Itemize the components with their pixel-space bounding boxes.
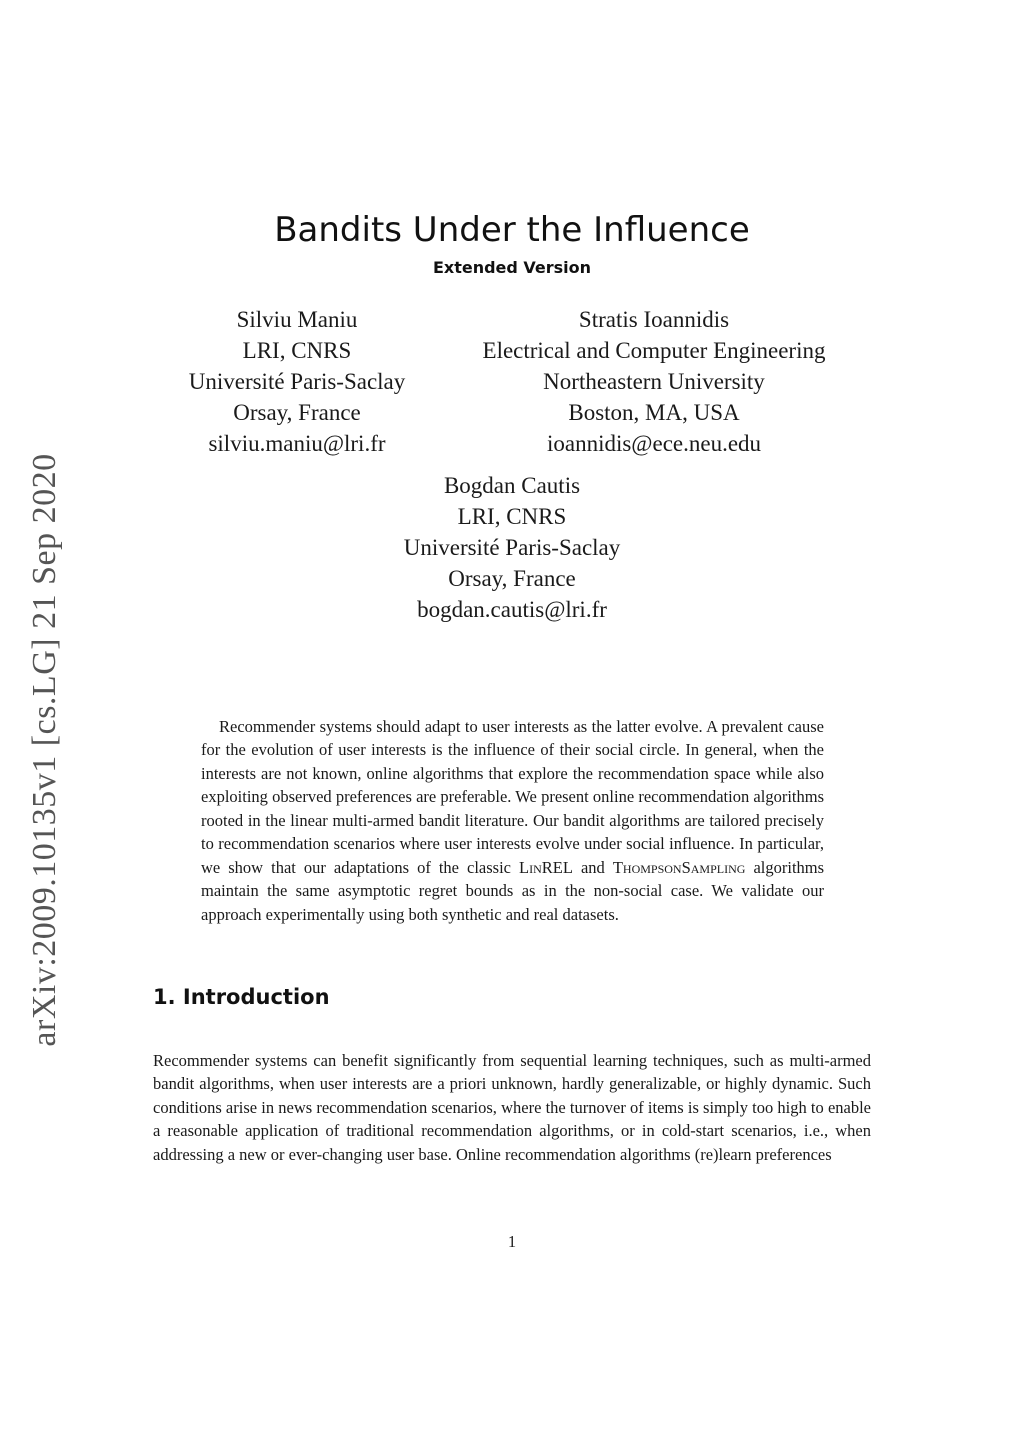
author-institution: Université Paris-Saclay [403, 535, 621, 560]
author-affiliation: LRI, CNRS [242, 338, 352, 363]
author-location: Orsay, France [233, 400, 361, 425]
author-email: bogdan.cautis@lri.fr [417, 597, 607, 622]
author-location: Boston, MA, USA [568, 400, 740, 425]
author-email: ioannidis@ece.neu.edu [546, 431, 762, 456]
arxiv-stamp: arXiv:2009.10135v1 [cs.LG] 21 Sep 2020 [26, 453, 63, 1047]
author-name: Bogdan Cautis [443, 473, 581, 498]
algorithm-name-linrel: LinREL [519, 857, 573, 877]
author-affiliation: LRI, CNRS [457, 504, 567, 529]
paper-subtitle: Extended Version [432, 258, 592, 277]
author-block-3 [372, 470, 652, 625]
introduction-paragraph: Recommender systems can benefit significantly from sequential learning techniques, such as multi-armed bandit algorithms, when user interests are a priori unknown, hardly generalizable, or highly dynamic. Such conditions arise in news recommendation scenarios, where the turnover of items is simply too high to enable a reasonable application of traditional recommendation algorithms, or in cold-start scenarios, i.e., when addressing a new or ever-changing user base. Online recommendation algorithms (re)learn preferences [153, 1050, 871, 1164]
abstract-conjunction: and [580, 857, 605, 877]
abstract-text-end: algorithms maintain the same asymptotic regret bounds as in the non-social case. We validate our approach experimentally using both synthetic and real datasets. [201, 857, 825, 924]
abstract [201, 715, 824, 927]
author-institution: Université Paris-Saclay [188, 369, 406, 394]
page-number: 1 [507, 1232, 517, 1251]
algorithm-name-thompson-sampling: ThompsonSampling [612, 857, 746, 877]
author-block-1 [172, 304, 422, 459]
author-name: Stratis Ioannidis [578, 307, 730, 332]
paper-title: Bandits Under the Influence [274, 210, 750, 250]
author-name: Silviu Maniu [236, 307, 358, 332]
abstract-text: Recommender systems should adapt to user interests as the latter evolve. A prevalent cause for the evolution of user interests is the influence of their social circle. In general, when the interests are not known, online algorithms that explore the recommendation space while also exploiting observed preferences are preferable. We present online recommendation algorithms rooted in the linear multi-armed bandit literature. Our bandit algorithms are tailored precisely to recommendation scenarios where user interests evolve under social influence. In particular, we show that our adaptations of the classic [201, 716, 824, 877]
author-email: silviu.maniu@lri.fr [208, 431, 386, 456]
author-block-2 [452, 304, 856, 459]
section-heading-introduction: 1. Introduction [153, 985, 330, 1009]
author-location: Orsay, France [448, 566, 576, 591]
author-institution: Northeastern University [543, 369, 765, 394]
author-affiliation: Electrical and Computer Engineering [482, 338, 826, 363]
